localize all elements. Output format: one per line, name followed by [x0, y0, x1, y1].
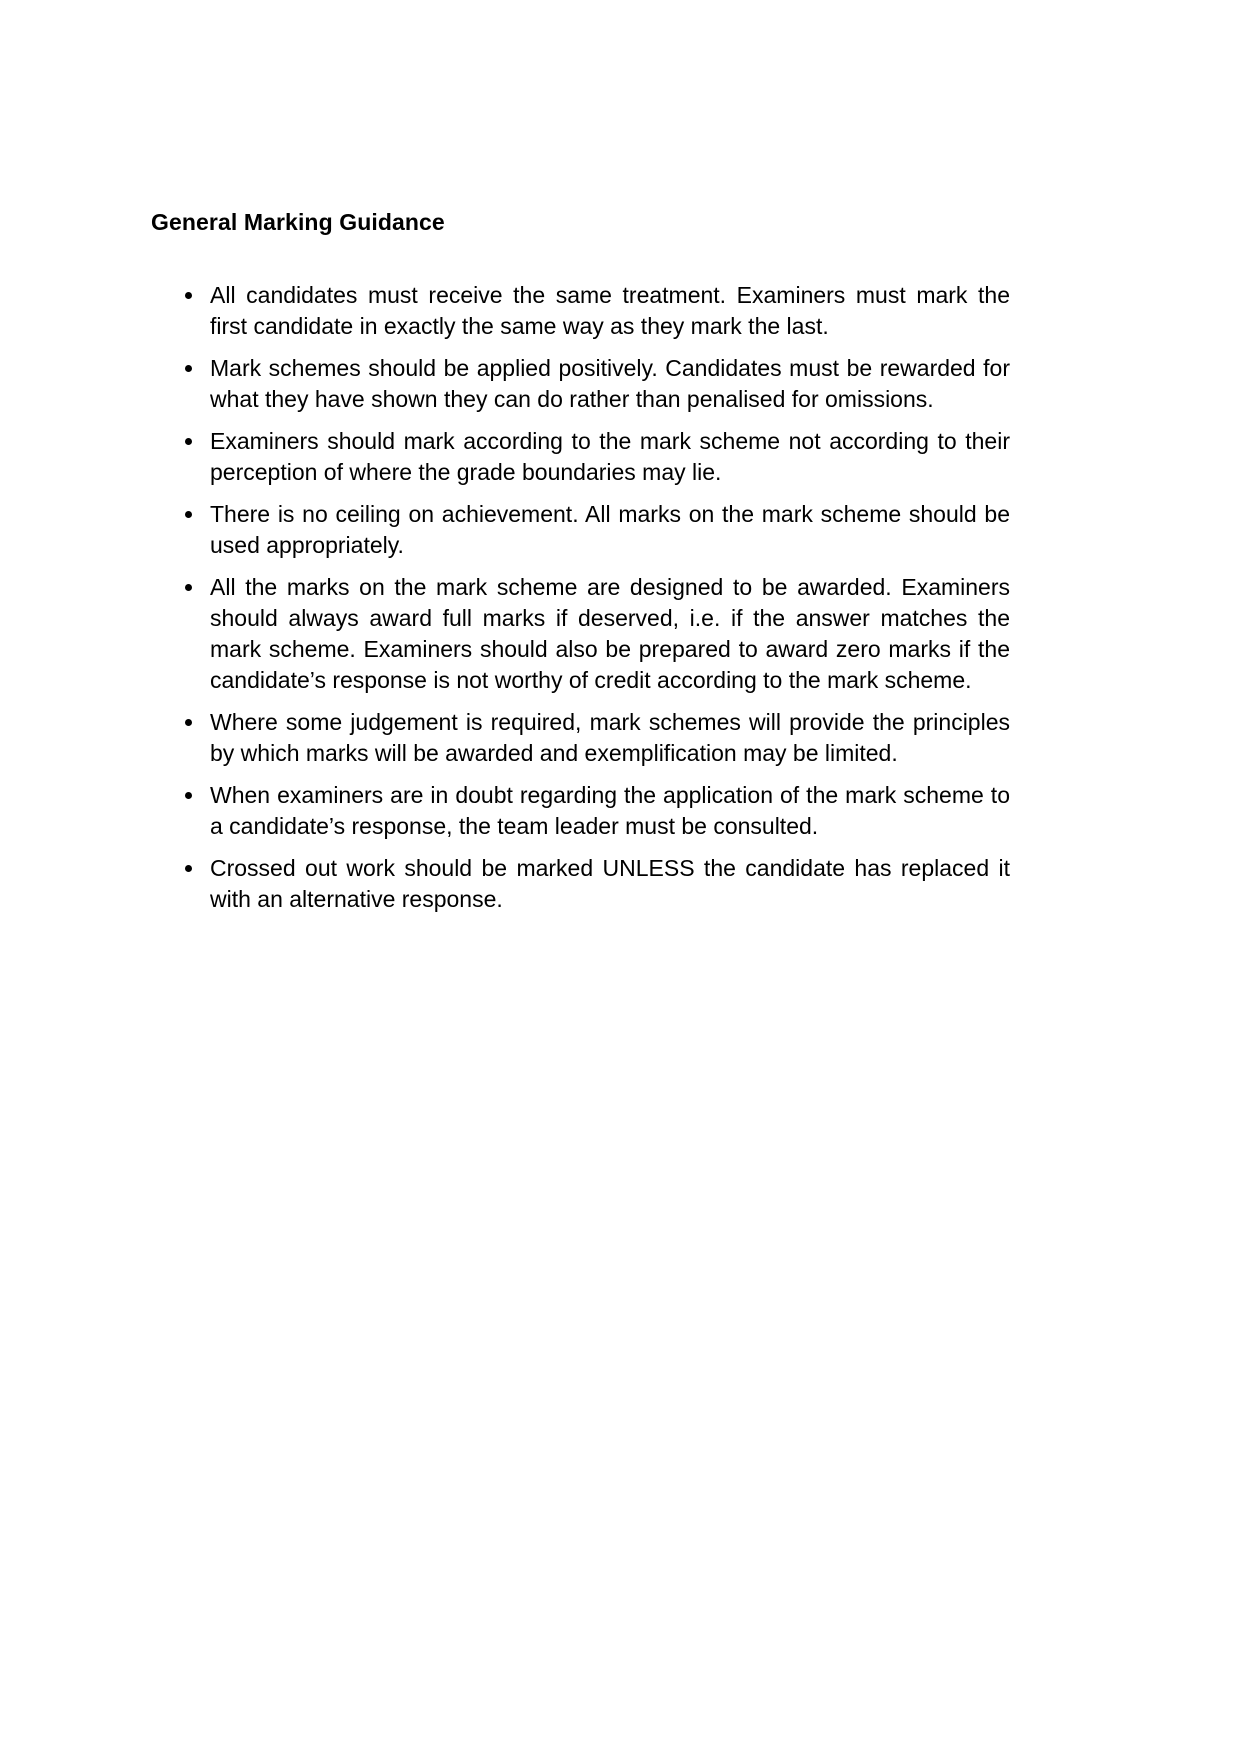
page-title: General Marking Guidance — [151, 209, 445, 235]
list-item-text: Examiners should mark according to the mark scheme not according to their perception of where the grade boundaries may lie. — [210, 428, 1010, 485]
list-item — [210, 572, 1010, 696]
list-item-text: When examiners are in doubt regarding the application of the mark scheme to a candidate’s response, the team leader must be consulted. — [210, 782, 1010, 839]
bullet-icon — [185, 511, 192, 518]
list-item — [210, 499, 1010, 561]
list-item-text: Where some judgement is required, mark schemes will provide the principles by which marks will be awarded and exemplification may be limited. — [210, 709, 1010, 766]
list-item-text: All candidates must receive the same treatment. Examiners must mark the first candidate in exactly the same way as they mark the last. — [210, 282, 1010, 339]
list-item — [210, 780, 1010, 842]
bullet-icon — [185, 584, 192, 591]
bullet-icon — [185, 792, 192, 799]
list-item — [210, 426, 1010, 488]
list-item-text: All the marks on the mark scheme are designed to be awarded. Examiners should always award full marks if deserved, i.e. if the answer matches the mark scheme. Examiners should also be prepared to award zero marks if the candidate’s response is not worthy of credit according to the mark scheme. — [210, 574, 1010, 693]
bullet-icon — [185, 438, 192, 445]
list-item-text: Crossed out work should be marked UNLESS the candidate has replaced it with an alternative response. — [210, 855, 1010, 912]
list-item-text: There is no ceiling on achievement. All marks on the mark scheme should be used appropriately. — [210, 501, 1010, 558]
list-item — [210, 707, 1010, 769]
list-item — [210, 353, 1010, 415]
bullet-icon — [185, 292, 192, 299]
list-item — [210, 280, 1010, 342]
list-item — [210, 853, 1010, 915]
guidance-list — [210, 280, 1010, 926]
bullet-icon — [185, 719, 192, 726]
list-item-text: Mark schemes should be applied positively. Candidates must be rewarded for what they have shown they can do rather than penalised for omissions. — [210, 355, 1010, 412]
bullet-icon — [185, 365, 192, 372]
bullet-icon — [185, 865, 192, 872]
